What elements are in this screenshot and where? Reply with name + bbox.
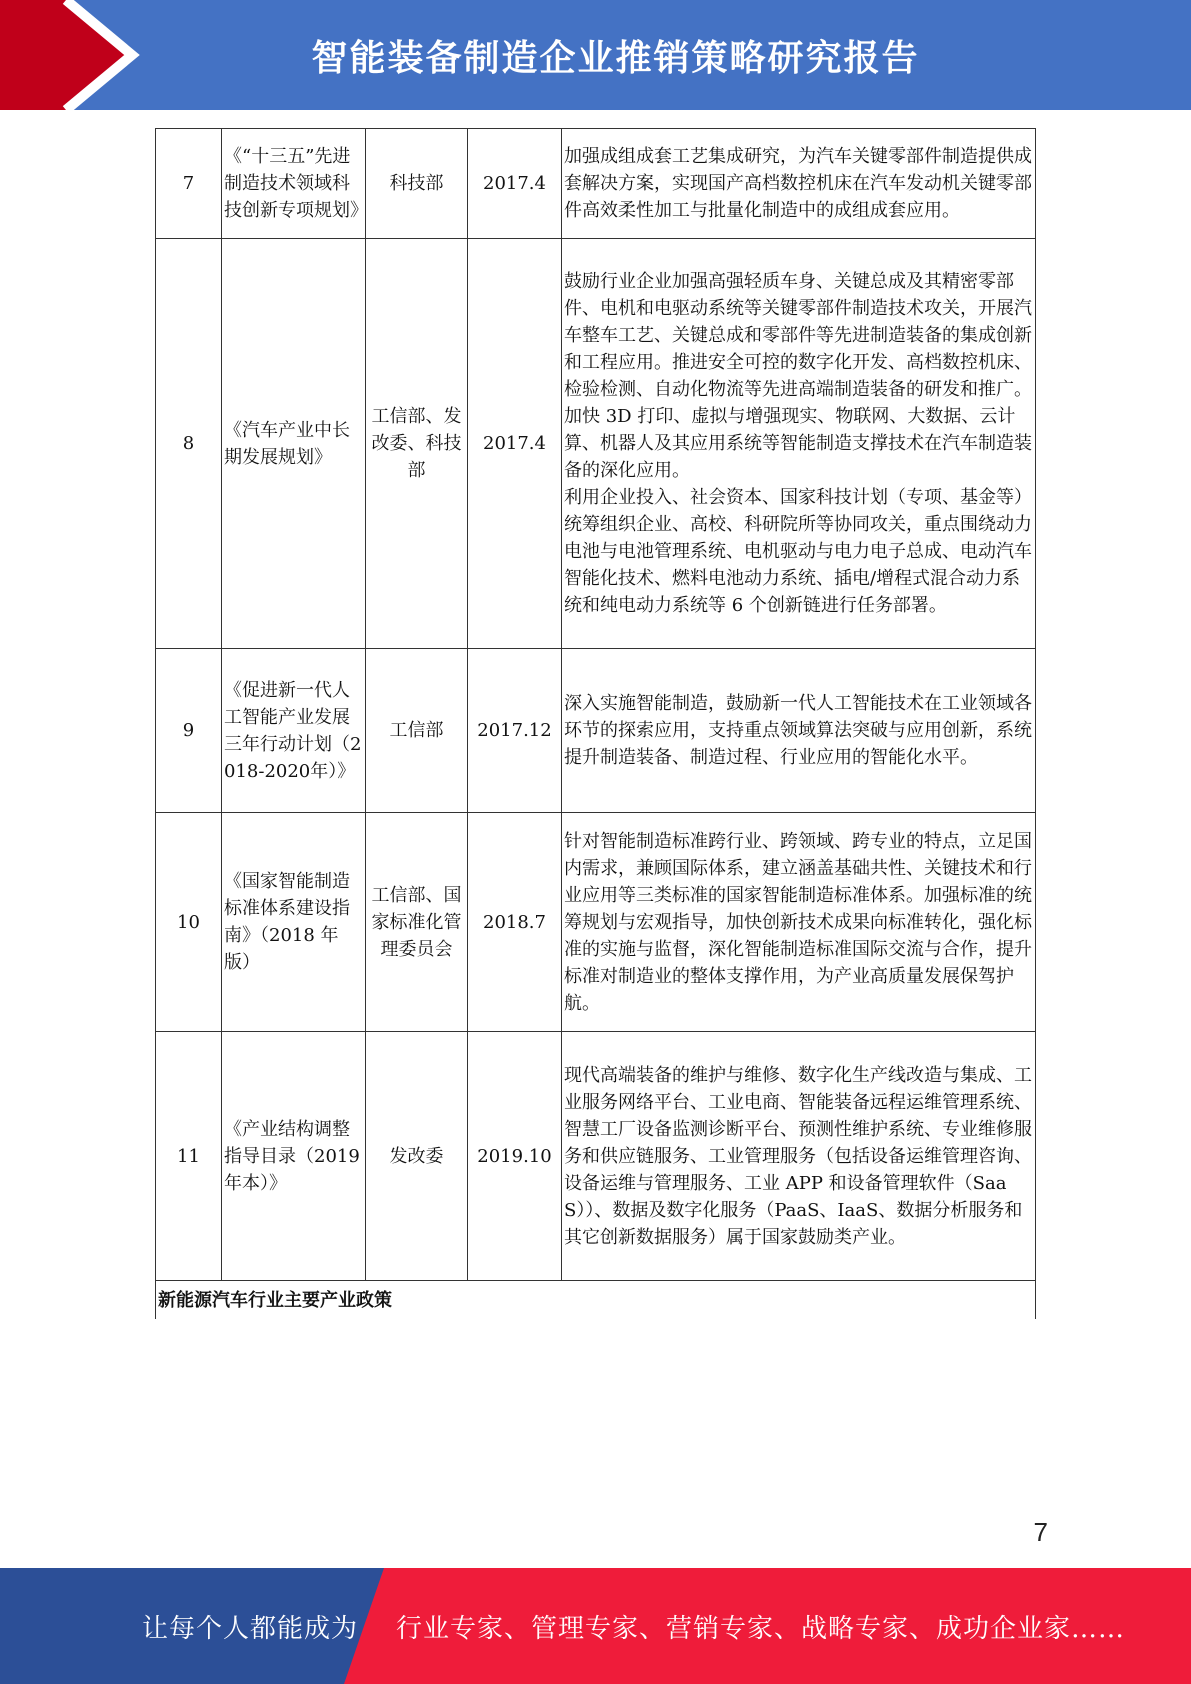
issuing-department: 工信部 [366,649,468,813]
policy-table [155,128,1036,1319]
policy-content: 深入实施智能制造，鼓励新一代人工智能技术在工业领域各环节的探索应用，支持重点领域算法突破与应用创新，系统提升制造装备、制造过程、行业应用的智能化水平。 [562,649,1036,813]
page-number: 7 [1033,1517,1048,1547]
issue-date: 2017.12 [468,649,562,813]
policy-content: 针对智能制造标准跨行业、跨领域、跨专业的特点，立足国内需求，兼顾国际体系，建立涵盖基础共性、关键技术和行业应用等三类标准的国家智能制造标准体系。加强标准的统筹规划与宏观指导，加快创新技术成果向标准转化，强化标准的实施与监督，深化智能制造标准国际交流与合作，提升标准对制造业的整体支撑作用，为产业高质量发展保驾护航。 [562,813,1036,1032]
issuing-department: 科技部 [366,129,468,239]
issue-date: 2017.4 [468,129,562,239]
row-number: 10 [156,813,222,1032]
table-row [156,239,1036,649]
section-title: 新能源汽车行业主要产业政策 [156,1281,1036,1320]
table-row [156,813,1036,1032]
section-header-row [156,1281,1036,1320]
issue-date: 2019.10 [468,1032,562,1281]
table-row [156,649,1036,813]
policy-name: 《“十三五”先进制造技术领域科技创新专项规划》 [222,129,366,239]
row-number: 7 [156,129,222,239]
row-number: 8 [156,239,222,649]
footer-slogan-left: 让每个人都能成为 [142,1613,359,1644]
footer-slogan-right: 行业专家、管理专家、营销专家、战略专家、成功企业家…… [396,1613,1126,1644]
policy-content-paragraph: 鼓励行业企业加强高强轻质车身、关键总成及其精密零部件、电机和电驱动系统等关键零部件制造技术攻关，开展汽车整车工艺、关键总成和零部件等先进制造装备的集成创新和工程应用。推进安全可控的数字化开发、高档数控机床、检验检测、自动化物流等先进高端制造装备的研发和推广。加快 3D 打印、虚拟与增强现实、物联网、大数据、云计算、机器人及其应用系统等智能制造支撑技术在汽车制造装备的深化应用。 [564,271,1032,481]
header-chevron-decoration [0,0,150,110]
issue-date: 2017.4 [468,239,562,649]
issue-date: 2018.7 [468,813,562,1032]
policy-name: 《国家智能制造标准体系建设指南》（2018 年版） [222,813,366,1032]
policy-content: 加强成组成套工艺集成研究，为汽车关键零部件制造提供成套解决方案，实现国产高档数控机床在汽车发动机关键零部件高效柔性加工与批量化制造中的成组成套应用。 [562,129,1036,239]
policy-name: 《产业结构调整指导目录（2019 年本）》 [222,1032,366,1281]
policy-name: 《汽车产业中长期发展规划》 [222,239,366,649]
policy-content-paragraph: 利用企业投入、社会资本、国家科技计划（专项、基金等）统筹组织企业、高校、科研院所等协同攻关，重点围绕动力电池与电池管理系统、电机驱动与电力电子总成、电动汽车智能化技术、燃料电池动力系统、插电/增程式混合动力系统和纯电动力系统等 6 个创新链进行任务部署。 [564,487,1032,616]
page-footer [0,1568,1191,1684]
table-row [156,1032,1036,1281]
policy-content [562,239,1036,649]
issuing-department: 工信部、发改委、科技部 [366,239,468,649]
row-number: 9 [156,649,222,813]
policy-name: 《促进新一代人工智能产业发展三年行动计划（2018-2020年）》 [222,649,366,813]
issuing-department: 发改委 [366,1032,468,1281]
page-header [0,0,1191,110]
issuing-department: 工信部、国家标准化管理委员会 [366,813,468,1032]
table-row [156,129,1036,239]
row-number: 11 [156,1032,222,1281]
policy-content: 现代高端装备的维护与维修、数字化生产线改造与集成、工业服务网络平台、工业电商、智能装备远程运维管理系统、智慧工厂设备监测诊断平台、预测性维护系统、专业维修服务和供应链服务、工业管理服务（包括设备运维管理咨询、设备运维与管理服务、工业 APP 和设备管理软件（SaaS））、数据及数字化服务（PaaS、IaaS、数据分析服务和其它创新数据服务）属于国家鼓励类产业。 [562,1032,1036,1281]
report-title: 智能装备制造企业推销策略研究报告 [311,37,920,79]
